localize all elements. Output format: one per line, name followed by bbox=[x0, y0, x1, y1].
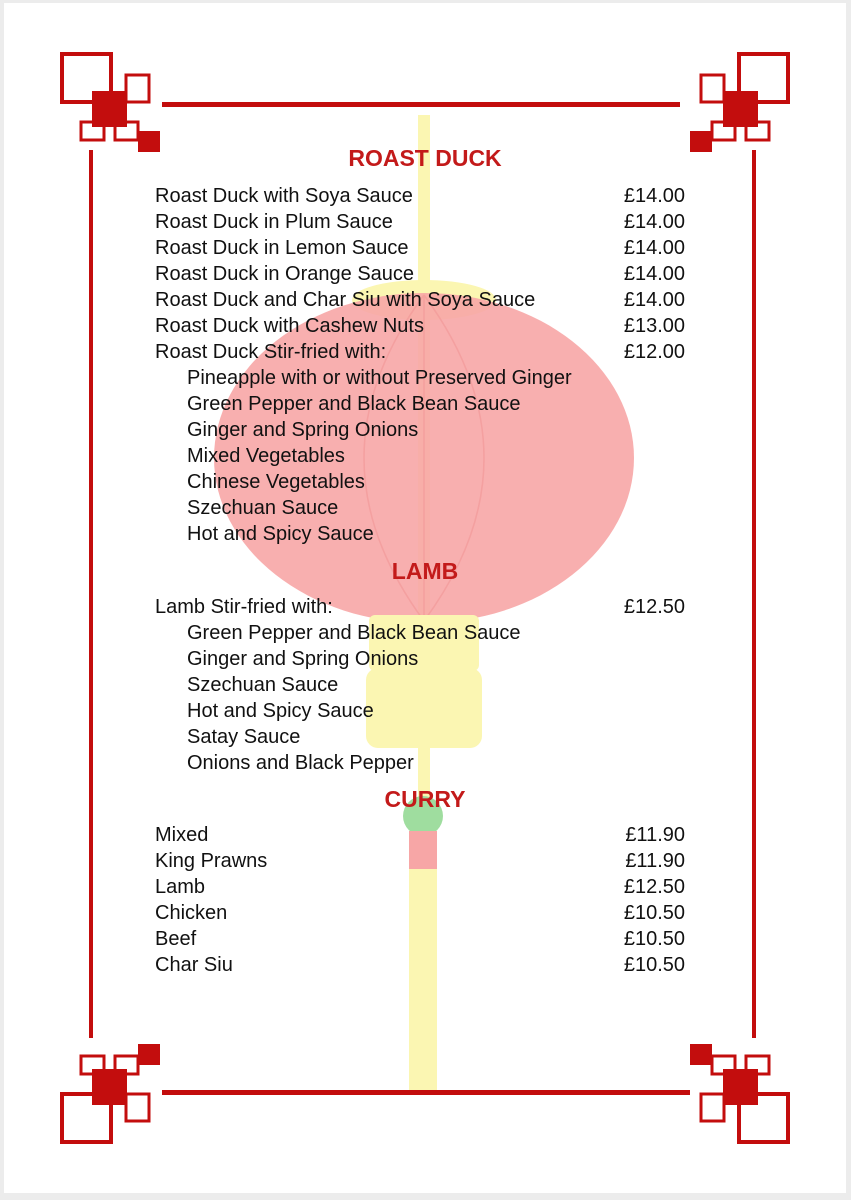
stir-fry-option: Hot and Spicy Sauce bbox=[187, 523, 374, 545]
stir-fry-option: Onions and Black Pepper bbox=[187, 752, 414, 774]
menu-item-name: Roast Duck in Lemon Sauce bbox=[155, 237, 409, 259]
stir-fry-option: Green Pepper and Black Bean Sauce bbox=[187, 622, 521, 644]
menu-item-name: Roast Duck in Plum Sauce bbox=[155, 211, 393, 233]
menu-page bbox=[4, 3, 846, 1193]
section-title-lamb: LAMB bbox=[391, 558, 459, 584]
stir-fry-option: Ginger and Spring Onions bbox=[187, 419, 419, 441]
stir-fry-option: Chinese Vegetables bbox=[187, 471, 365, 493]
menu-item-name: Roast Duck Stir-fried with: bbox=[155, 341, 387, 363]
menu-item-price: £14.00 bbox=[623, 237, 685, 259]
menu-item-name: Lamb bbox=[155, 876, 206, 898]
menu-item-name: Lamb Stir-fried with: bbox=[155, 596, 333, 618]
menu-item bbox=[155, 926, 685, 952]
menu-item bbox=[155, 183, 685, 209]
menu-item-price: £10.50 bbox=[623, 928, 685, 950]
menu-item bbox=[155, 952, 685, 978]
menu-item-name: Roast Duck with Soya Sauce bbox=[155, 185, 413, 207]
menu-item-name: Roast Duck in Orange Sauce bbox=[155, 263, 415, 285]
stir-fry-option: Szechuan Sauce bbox=[187, 674, 339, 696]
menu-item-name: Char Siu bbox=[155, 954, 233, 976]
menu-item-price: £14.00 bbox=[623, 211, 685, 233]
menu-item bbox=[155, 339, 685, 365]
menu-item-name: King Prawns bbox=[155, 850, 268, 872]
menu-item bbox=[155, 209, 685, 235]
menu-item bbox=[155, 900, 685, 926]
menu-item-price: £10.50 bbox=[623, 954, 685, 976]
section-title-curry: CURRY bbox=[384, 786, 466, 812]
menu-item-price: £10.50 bbox=[623, 902, 685, 924]
menu-item bbox=[155, 874, 685, 900]
menu-item-price: £12.00 bbox=[623, 341, 685, 363]
menu-item bbox=[155, 848, 685, 874]
menu-item-price: £13.00 bbox=[623, 315, 685, 337]
stir-fry-option: Mixed Vegetables bbox=[187, 445, 345, 467]
menu-item-name: Beef bbox=[155, 928, 197, 950]
menu-item-name: Chicken bbox=[155, 902, 228, 924]
menu-item-price: £12.50 bbox=[623, 876, 685, 898]
menu-item bbox=[155, 313, 685, 339]
menu-content bbox=[4, 3, 846, 1193]
stir-fry-option: Satay Sauce bbox=[187, 726, 301, 748]
menu-item-price: £14.00 bbox=[623, 185, 685, 207]
stir-fry-option: Ginger and Spring Onions bbox=[187, 648, 419, 670]
stir-fry-option: Szechuan Sauce bbox=[187, 497, 339, 519]
menu-item-price: £14.00 bbox=[623, 263, 685, 285]
menu-item-price: £11.90 bbox=[625, 824, 685, 846]
menu-item-name: Roast Duck with Cashew Nuts bbox=[155, 315, 424, 337]
menu-item-name: Mixed bbox=[155, 824, 209, 846]
section-title-roast-duck: ROAST DUCK bbox=[348, 145, 502, 171]
menu-item-name: Roast Duck and Char Siu with Soya Sauce bbox=[155, 289, 536, 311]
menu-item bbox=[155, 261, 685, 287]
stir-fry-option: Green Pepper and Black Bean Sauce bbox=[187, 393, 521, 415]
menu-item-price: £11.90 bbox=[625, 850, 685, 872]
menu-item-price: £14.00 bbox=[623, 289, 685, 311]
menu-item bbox=[155, 287, 685, 313]
stir-fry-option: Pineapple with or without Preserved Ginger bbox=[187, 367, 572, 389]
menu-item bbox=[155, 235, 685, 261]
menu-item bbox=[155, 822, 685, 848]
menu-item-price: £12.50 bbox=[623, 596, 685, 618]
stir-fry-option: Hot and Spicy Sauce bbox=[187, 700, 374, 722]
menu-item bbox=[155, 594, 685, 620]
